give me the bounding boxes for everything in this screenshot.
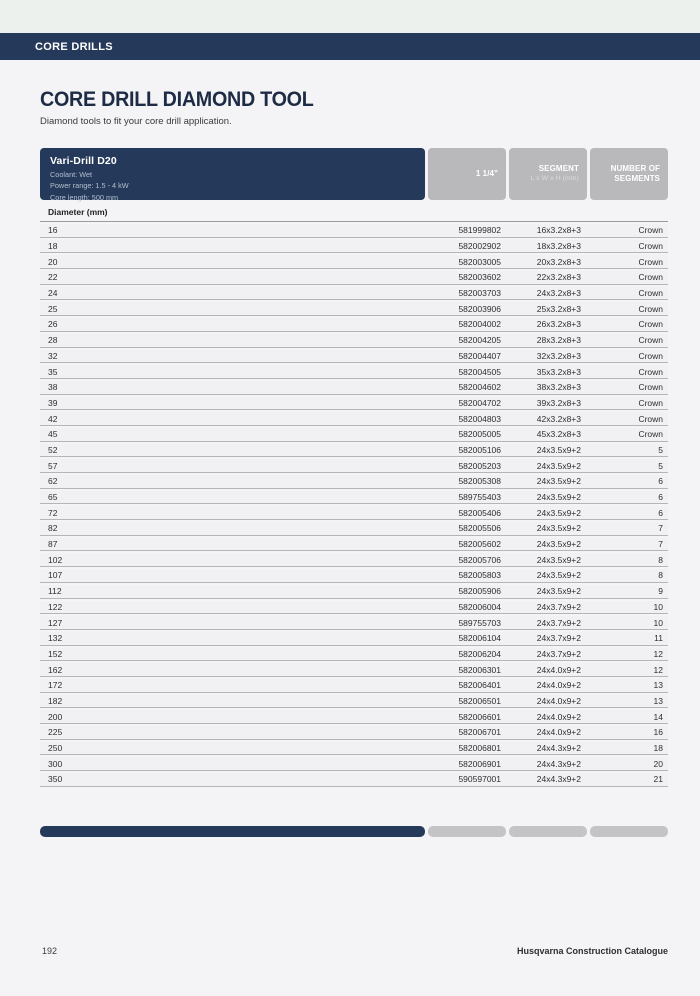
table-row — [40, 522, 668, 536]
segments-count-cell: Crown — [638, 241, 663, 252]
segment-size-cell: 24x4.3x9+2 — [536, 758, 581, 769]
segments-count-cell: 12 — [653, 648, 663, 659]
segment-size-cell: 32x3.2x8+3 — [536, 350, 581, 361]
part-number-cell: 582006701 — [458, 727, 501, 738]
diameter-cell: 132 — [48, 633, 63, 644]
diameter-cell: 42 — [48, 413, 58, 424]
product-header-block — [40, 148, 425, 200]
part-number-cell: 582004002 — [458, 319, 501, 330]
table-row — [40, 397, 668, 411]
diameter-cell: 72 — [48, 507, 58, 518]
segments-count-cell: Crown — [638, 335, 663, 346]
segment-size-cell: 16x3.2x8+3 — [536, 225, 581, 236]
diameter-cell: 250 — [48, 743, 63, 754]
part-number-cell: 582003602 — [458, 272, 501, 283]
table-row — [40, 601, 668, 615]
table-row — [40, 224, 668, 238]
segments-count-cell: Crown — [638, 303, 663, 314]
diameter-cell: 20 — [48, 256, 58, 267]
product-spec-coolant: Coolant: Wet — [50, 170, 93, 179]
segments-count-cell: Crown — [638, 366, 663, 377]
table-row — [40, 444, 668, 458]
part-number-cell: 582006601 — [458, 711, 501, 722]
part-number-cell: 582005203 — [458, 460, 501, 471]
part-number-cell: 582003005 — [458, 256, 501, 267]
diameter-cell: 26 — [48, 319, 58, 330]
segment-size-cell: 24x4.0x9+2 — [536, 727, 581, 738]
section-band-title: CORE DRILLS — [35, 40, 113, 53]
part-number-cell: 582006104 — [458, 633, 501, 644]
product-name: Vari-Drill D20 — [50, 155, 117, 167]
segment-size-cell: 26x3.2x8+3 — [536, 319, 581, 330]
diameter-cell: 122 — [48, 601, 63, 612]
table-row — [40, 506, 668, 520]
part-number-cell: 582005406 — [458, 507, 501, 518]
diameter-cell: 102 — [48, 554, 63, 565]
table-row — [40, 726, 668, 740]
segment-size-cell: 24x3.2x8+3 — [536, 288, 581, 299]
diameter-cell: 38 — [48, 382, 58, 393]
segments-count-cell: 12 — [653, 664, 663, 675]
segment-size-cell: 35x3.2x8+3 — [536, 366, 581, 377]
segment-size-cell: 24x4.3x9+2 — [536, 743, 581, 754]
table-row — [40, 255, 668, 269]
diameter-cell: 82 — [48, 523, 58, 534]
segments-count-cell: Crown — [638, 256, 663, 267]
table-footer-caps — [40, 826, 668, 837]
segments-count-cell: Crown — [638, 397, 663, 408]
segments-count-cell: 13 — [653, 695, 663, 706]
diameter-cell: 107 — [48, 570, 63, 581]
segment-size-cell: 24x3.7x9+2 — [536, 648, 581, 659]
page-number: 192 — [42, 946, 58, 956]
segment-size-cell: 42x3.2x8+3 — [536, 413, 581, 424]
diameter-cell: 45 — [48, 429, 58, 440]
table-row — [40, 271, 668, 285]
part-number-cell: 582006901 — [458, 758, 501, 769]
footer-cap-navy — [40, 826, 425, 837]
diameter-cell: 65 — [48, 492, 58, 503]
table-row — [40, 365, 668, 379]
segment-size-cell: 24x3.5x9+2 — [536, 444, 581, 455]
segment-size-cell: 24x4.0x9+2 — [536, 664, 581, 675]
diameter-cell: 16 — [48, 225, 58, 236]
connection-size-label: 1 1/4" — [475, 168, 498, 178]
segment-size-cell: 24x3.5x9+2 — [536, 539, 581, 550]
table-row — [40, 648, 668, 662]
segments-count-cell: 14 — [653, 711, 663, 722]
segments-count-cell: 7 — [658, 539, 663, 550]
table-row — [40, 553, 668, 567]
segments-count-cell: Crown — [638, 319, 663, 330]
column-header-segment — [509, 148, 587, 200]
part-number-cell: 581999802 — [458, 225, 501, 236]
table-row — [40, 381, 668, 395]
table-row — [40, 302, 668, 316]
segments-count-cell: Crown — [638, 288, 663, 299]
product-table — [40, 222, 668, 787]
diameter-cell: 62 — [48, 476, 58, 487]
part-number-cell: 582005706 — [458, 554, 501, 565]
table-header — [40, 148, 668, 200]
segment-size-cell: 24x3.5x9+2 — [536, 570, 581, 581]
segments-count-cell: 5 — [658, 460, 663, 471]
part-number-cell: 582006301 — [458, 664, 501, 675]
part-number-cell: 582006501 — [458, 695, 501, 706]
table-row — [40, 742, 668, 756]
part-number-cell: 582006401 — [458, 680, 501, 691]
table-row — [40, 616, 668, 630]
table-row — [40, 459, 668, 473]
section-band — [0, 33, 700, 60]
segment-size-cell: 24x3.5x9+2 — [536, 460, 581, 471]
segment-size-cell: 24x3.7x9+2 — [536, 617, 581, 628]
part-number-cell: 582004702 — [458, 397, 501, 408]
segments-count-label-line2: SEGMENTS — [614, 174, 660, 183]
table-row — [40, 491, 668, 505]
segment-size-cell: 24x3.5x9+2 — [536, 476, 581, 487]
segments-count-cell: 11 — [654, 633, 663, 644]
diameter-cell: 22 — [48, 272, 58, 283]
segments-count-cell: 5 — [658, 444, 663, 455]
table-row — [40, 695, 668, 709]
segment-size-cell: 24x3.5x9+2 — [536, 586, 581, 597]
segments-count-cell: 8 — [658, 554, 663, 565]
segment-size-cell: 24x3.5x9+2 — [536, 523, 581, 534]
part-number-cell: 582004205 — [458, 335, 501, 346]
segment-size-cell: 24x3.7x9+2 — [536, 633, 581, 644]
diameter-cell: 225 — [48, 727, 63, 738]
table-row — [40, 428, 668, 442]
segments-count-cell: 20 — [653, 758, 663, 769]
segments-count-cell: 10 — [653, 617, 663, 628]
page-title: CORE DRILL DIAMOND TOOL — [40, 88, 314, 111]
page-subtitle: Diamond tools to fit your core drill application. — [40, 116, 232, 127]
segments-count-cell: 16 — [653, 727, 663, 738]
segments-count-cell: 7 — [658, 523, 663, 534]
segments-count-cell: 6 — [658, 476, 663, 487]
segment-size-cell: 24x3.5x9+2 — [536, 554, 581, 565]
segments-count-cell: Crown — [638, 413, 663, 424]
product-spec-power-range: Power range: 1.5 - 4 kW — [50, 181, 129, 191]
segments-count-cell: 8 — [658, 570, 663, 581]
part-number-cell: 582005906 — [458, 586, 501, 597]
product-spec-core-length: Core length: 500 mm — [50, 192, 119, 202]
table-row — [40, 538, 668, 552]
segment-size-cell: 24x3.7x9+2 — [536, 601, 581, 612]
diameter-cell: 35 — [48, 366, 58, 377]
page-top-strip — [0, 0, 700, 33]
segment-size-cell: 20x3.2x8+3 — [536, 256, 581, 267]
part-number-cell: 582006801 — [458, 743, 501, 754]
part-number-cell: 582006204 — [458, 648, 501, 659]
diameter-cell: 52 — [48, 444, 58, 455]
segments-count-cell: 21 — [653, 774, 663, 785]
table-row — [40, 585, 668, 599]
column-header-number-of-segments — [590, 148, 668, 200]
diameter-cell: 112 — [48, 586, 62, 597]
table-row — [40, 412, 668, 426]
segments-count-cell: 9 — [658, 586, 663, 597]
part-number-cell: 582004602 — [458, 382, 501, 393]
catalogue-name: Husqvarna Construction Catalogue — [516, 946, 668, 956]
segments-count-cell: Crown — [638, 382, 663, 393]
segments-count-label-line1: NUMBER OF — [610, 163, 660, 173]
diameter-cell: 127 — [48, 617, 63, 628]
part-number-cell: 582002902 — [458, 241, 501, 252]
diameter-cell: 172 — [48, 680, 63, 691]
part-number-cell: 582005106 — [458, 444, 501, 455]
table-row — [40, 287, 668, 301]
part-number-cell: 582004505 — [458, 366, 501, 377]
segments-count-cell: 6 — [658, 492, 663, 503]
part-number-cell: 589755703 — [458, 617, 501, 628]
segment-size-cell: 24x3.5x9+2 — [536, 492, 581, 503]
diameter-cell: 57 — [48, 460, 58, 471]
segments-count-cell: 13 — [653, 680, 663, 691]
segments-count-cell: 6 — [658, 507, 663, 518]
segment-size-cell: 22x3.2x8+3 — [536, 272, 581, 283]
diameter-cell: 32 — [48, 350, 58, 361]
table-row — [40, 663, 668, 677]
diameter-cell: 28 — [48, 335, 58, 346]
diameter-column-label: Diameter (mm) — [48, 207, 108, 217]
segments-count-cell: Crown — [638, 225, 663, 236]
table-row — [40, 679, 668, 693]
table-row — [40, 350, 668, 364]
segment-size-cell: 38x3.2x8+3 — [536, 382, 581, 393]
diameter-cell: 300 — [48, 758, 63, 769]
table-row — [40, 240, 668, 254]
part-number-cell: 582003703 — [458, 288, 501, 299]
part-number-cell: 582005602 — [458, 539, 501, 550]
segment-size-cell: 45x3.2x8+3 — [536, 429, 581, 440]
part-number-cell: 582005506 — [458, 523, 501, 534]
segment-title: SEGMENT — [538, 164, 579, 174]
part-number-cell: 582006004 — [458, 601, 501, 612]
part-number-cell: 582005308 — [458, 476, 501, 487]
segment-size-cell: 18x3.2x8+3 — [536, 241, 581, 252]
segment-size-cell: 24x4.0x9+2 — [536, 711, 581, 722]
segment-size-cell: 39x3.2x8+3 — [536, 397, 581, 408]
part-number-cell: 582003906 — [458, 303, 501, 314]
part-number-cell: 590597001 — [458, 774, 501, 785]
table-row — [40, 773, 668, 787]
diameter-cell: 350 — [48, 774, 63, 785]
diameter-cell: 25 — [48, 303, 58, 314]
diameter-cell: 152 — [48, 648, 63, 659]
table-row — [40, 318, 668, 332]
part-number-cell: 582004407 — [458, 350, 501, 361]
segments-count-cell: Crown — [638, 429, 663, 440]
table-row — [40, 334, 668, 348]
table-row — [40, 710, 668, 724]
diameter-cell: 18 — [48, 241, 58, 252]
segments-count-cell: Crown — [638, 350, 663, 361]
part-number-cell: 582004803 — [458, 413, 501, 424]
part-number-cell: 582005803 — [458, 570, 501, 581]
diameter-cell: 87 — [48, 539, 58, 550]
segments-count-cell: 18 — [653, 743, 663, 754]
segment-subtitle: L x W x H (mm) — [530, 174, 579, 182]
segment-size-cell: 24x4.3x9+2 — [536, 774, 581, 785]
footer-cap-gray-1 — [428, 826, 506, 837]
table-row — [40, 632, 668, 646]
diameter-cell: 162 — [48, 664, 63, 675]
diameter-cell: 39 — [48, 397, 58, 408]
footer-cap-gray-2 — [509, 826, 587, 837]
diameter-cell: 182 — [48, 695, 63, 706]
segment-size-cell: 24x3.5x9+2 — [536, 507, 581, 518]
table-row — [40, 569, 668, 583]
footer-cap-gray-3 — [590, 826, 668, 837]
segment-size-cell: 28x3.2x8+3 — [536, 335, 581, 346]
part-number-cell: 589755403 — [458, 492, 501, 503]
diameter-cell: 24 — [48, 288, 58, 299]
part-number-cell: 582005005 — [458, 429, 501, 440]
diameter-cell: 200 — [48, 711, 63, 722]
segment-size-cell: 25x3.2x8+3 — [536, 303, 581, 314]
segments-count-cell: 10 — [653, 601, 663, 612]
table-row — [40, 475, 668, 489]
segment-size-cell: 24x4.0x9+2 — [536, 680, 581, 691]
segment-size-cell: 24x4.0x9+2 — [536, 695, 581, 706]
table-row — [40, 757, 668, 771]
column-header-connection — [428, 148, 506, 200]
segments-count-cell: Crown — [638, 272, 663, 283]
